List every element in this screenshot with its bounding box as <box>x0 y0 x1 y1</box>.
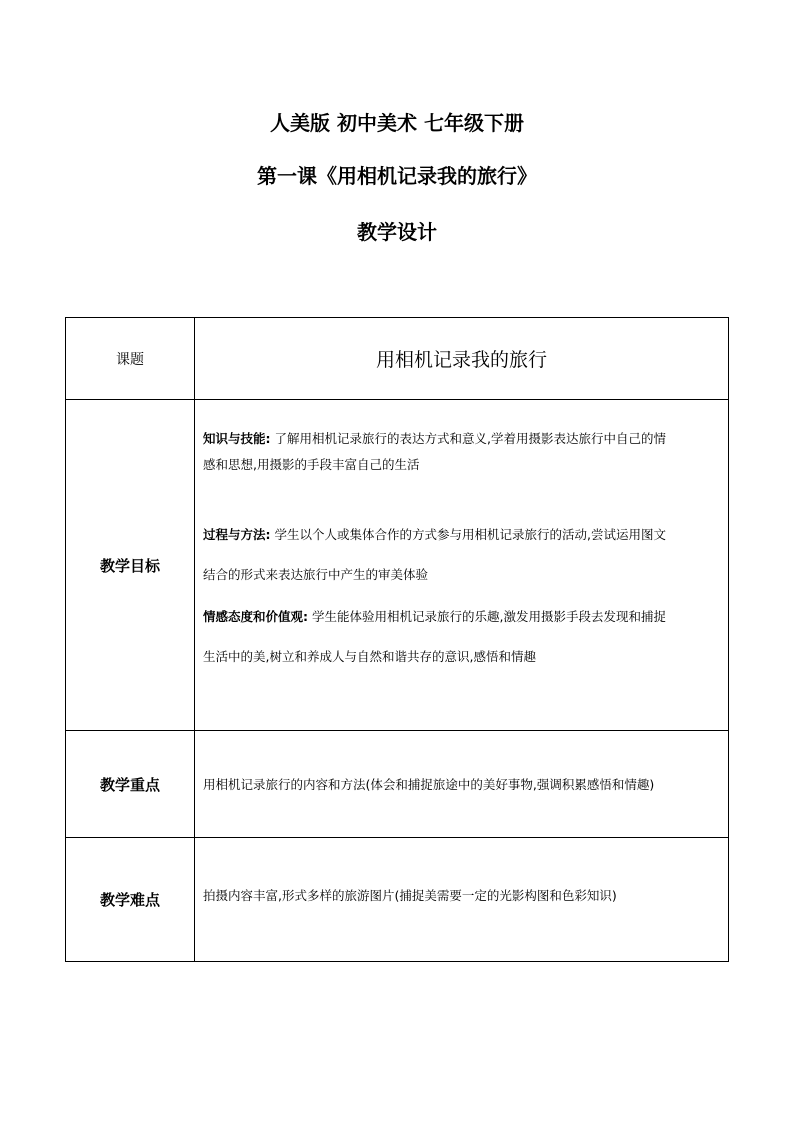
goal-process-line2: 结合的形式来表达旅行中产生的审美体验 <box>203 567 429 582</box>
topic-label: 课题 <box>66 318 195 400</box>
topic-value: 用相机记录我的旅行 <box>195 318 729 400</box>
goal-knowledge-key: 知识与技能: <box>203 431 271 446</box>
table-row-goals <box>66 400 729 731</box>
goal-process <box>203 522 720 588</box>
focus-value: 用相机记录旅行的内容和方法(体会和捕捉旅途中的美好事物,强调积累感悟和情趣) <box>195 731 729 838</box>
lesson-title: 第一课《用相机记录我的旅行》 <box>257 164 537 188</box>
goal-process-line1 <box>203 522 720 548</box>
table-row-focus <box>66 731 729 838</box>
goal-emotion <box>203 604 720 670</box>
goals-label: 教学目标 <box>66 400 195 731</box>
goal-emotion-line1 <box>203 604 720 630</box>
goals-cell <box>195 400 729 731</box>
focus-label: 教学重点 <box>66 731 195 838</box>
table-row-difficulty <box>66 838 729 962</box>
goal-emotion-line2: 生活中的美,树立和养成人与自然和谐共存的意识,感悟和情趣 <box>203 649 536 664</box>
difficulty-label: 教学难点 <box>66 838 195 962</box>
goal-emotion-text1: 学生能体验用相机记录旅行的乐趣,激发用摄影手段去发现和捕捉 <box>308 609 666 624</box>
goal-knowledge-line1 <box>203 426 720 452</box>
goal-knowledge <box>203 426 720 478</box>
difficulty-value: 拍摄内容丰富,形式多样的旅游图片(捕捉美需要一定的光影构图和色彩知识) <box>195 838 729 962</box>
lesson-plan-table <box>65 317 729 962</box>
goal-process-text1: 学生以个人或集体合作的方式参与用相机记录旅行的活动,尝试运用图文 <box>270 527 666 542</box>
table-row-topic <box>66 318 729 400</box>
goal-process-key: 过程与方法: <box>203 527 271 542</box>
document-title: 人美版 初中美术 七年级下册 <box>270 111 524 135</box>
goal-knowledge-line2: 感和思想,用摄影的手段丰富自己的生活 <box>203 457 420 472</box>
design-heading: 教学设计 <box>357 220 437 244</box>
goal-knowledge-text1: 了解用相机记录旅行的表达方式和意义,学着用摄影表达旅行中自己的情 <box>270 431 666 446</box>
goal-emotion-key: 情感态度和价值观: <box>203 609 308 624</box>
